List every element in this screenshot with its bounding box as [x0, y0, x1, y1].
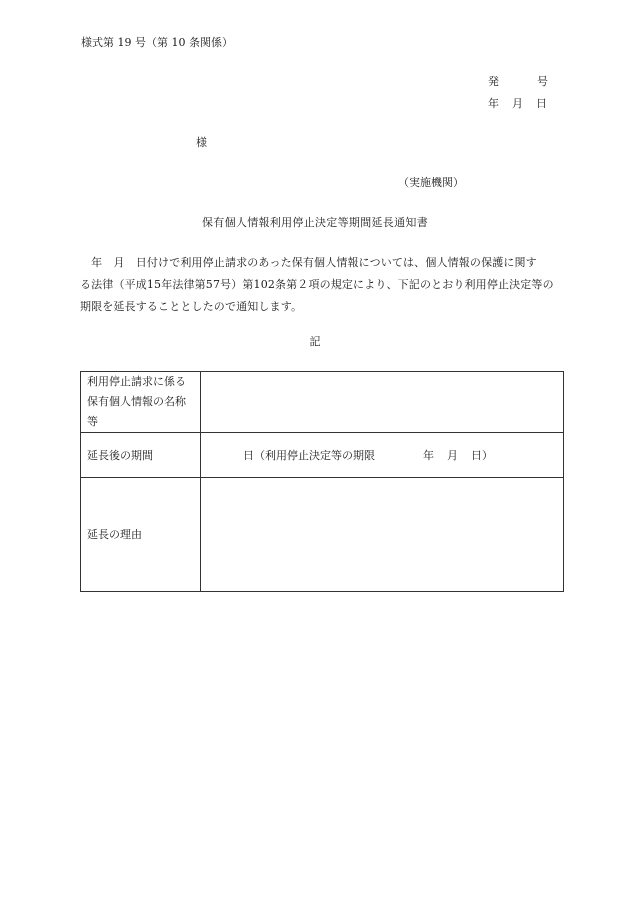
info-table: [80, 371, 564, 592]
date-month: 月: [512, 97, 523, 110]
period-year: 年: [423, 448, 434, 462]
name-label-cell: [81, 372, 201, 433]
body-paragraph: [80, 252, 564, 318]
body-line-3: 期限を延長することとしたので通知します。: [80, 300, 303, 313]
date-line: [488, 98, 547, 109]
record-mark: 記: [309, 335, 321, 348]
date-year: 年: [488, 97, 499, 110]
body-line-1: 年 月 日付けで利用停止請求のあった保有個人情報については、個人情報の保護に関す: [80, 256, 537, 269]
issue-number-line: [488, 76, 548, 87]
name-label-line-1: 利用停止請求に係る: [87, 375, 186, 388]
date-day: 日: [536, 97, 547, 110]
period-end: 日）: [471, 448, 493, 462]
document-title: 保有個人情報利用停止決定等期間延長通知書: [202, 216, 428, 229]
form-number: 様式第 19 号（第 10 条関係）: [81, 36, 233, 49]
agency-label: （実施機関）: [398, 176, 464, 189]
period-day: 日（利用停止決定等の期限: [243, 448, 375, 462]
issue-label: 発: [488, 75, 499, 88]
name-label-line-2: 保有個人情報の名称: [87, 395, 186, 408]
name-value-cell[interactable]: [201, 372, 564, 433]
period-value-cell[interactable]: [201, 433, 564, 478]
period-month: 月: [447, 448, 458, 462]
period-label-cell: 延長後の期間: [81, 433, 201, 478]
table-row-name: [81, 372, 564, 433]
reason-value-cell[interactable]: [201, 478, 564, 592]
body-line-2: る法律（平成15年法律第57号）第102条第２項の規定により、下記のとおり利用停止決定等の: [80, 278, 554, 291]
table-row-period: [81, 433, 564, 478]
issue-suffix: 号: [537, 75, 548, 88]
reason-label-cell: 延長の理由: [81, 478, 201, 592]
addressee-suffix: 様: [196, 136, 207, 149]
name-label-line-3: 等: [87, 415, 98, 428]
table-row-reason: [81, 478, 564, 592]
